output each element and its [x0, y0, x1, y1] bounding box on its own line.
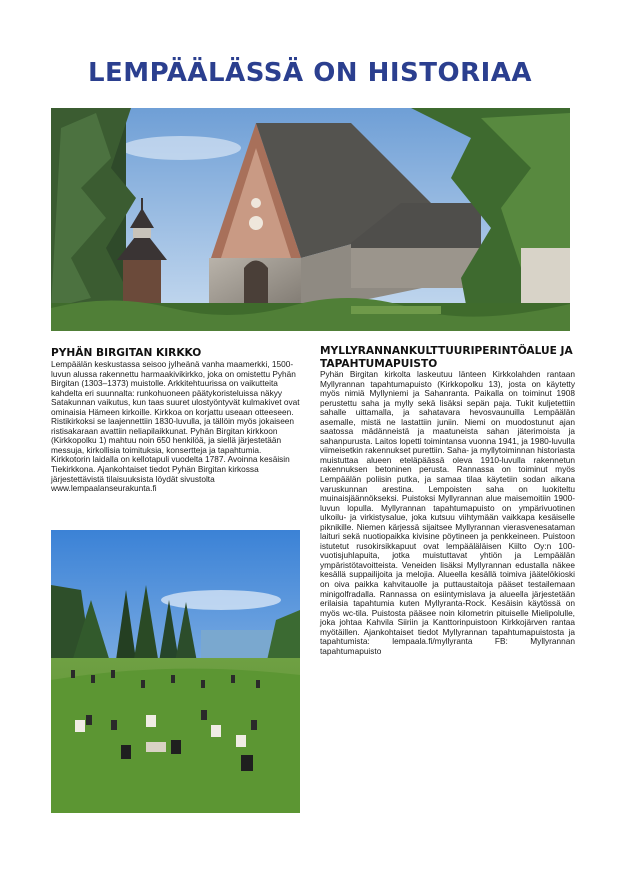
right-article-body: Pyhän Birgitan kirkolta laskeutuu länteen Kirkkolahden rantaan Myllyrannan tapahtumapuisto (Kirkkopolku 13), josta on käytetty myös nimiä Myllyniemi ja Sahanranta. Paikalla on toiminut 1908 perustettu saha ja mylly sekä lisäksi sepän paja. Tukit kuljetettiin sahalle uittamalla, ja sahatavara hevosvaunuilla Lempäälän asemalle, mistä ne lastattiin juniin. Niemi on muodostunut ajan saatossa mädänneistä ja maatuneista sahan jäterimoista ja sahanpurusta. Laitos lopetti toimintansa vuonna 1941, ja 1980-luvulla viimeisetkin rakennukset purettiin. Saha- ja myllytoiminnan historiasta muistuttaa alueen eteläpäässä oleva 1910-luvulla rakennetun rakennuksen betoninen perusta. Rannassa on toiminut myös Lempäälän poliisin putka, ja samaa tilaa käytetiin sodan aikana varuskunnan arestina. Lempoisten saha on luokiteltu muinaisjäännökseksi. Puistoksi Myllyrannan alue maisemoitiin 1900-luvun lopulla. Myllyrannan tapahtumapuisto on ympärivuotinen ulkoilu- ja virkistysalue, joka kutsuu viihtymään vaikkapa kesäiselle piknikille. Niemen kärjessä sijaitsee Myllyrannan vierasvenesataman laituri sekä nuotiopaikka kivisine pöytineen ja penkkeineen. Puistoon istutetut rusokirsikkapuut ovat lempääläläisen Kiilto Oy:n 100- vuotisjuhlapuita, jotka muistuttavat yhtiön ja Lempäälän ympäristötavoitteista. Veneiden lisäksi Myllyrannan edustalla näkee kesällä suppailijoita ja melojia. Alueella kesällä toimiva jäätelökioski on oiva paikka kahvitauolle ja puttaustaitoja pääset testailemaan minigolfradalla. Rannassa on esiintymislava ja alueella järjestetään erilaisia tapahtumia kuten Myllyranta-Rock. Kesäisin käytössä on myös wc-tila. Puistosta pääsee noin kilometrin pituiselle Mielipolulle, joka johtaa Kahvila Siiriin ja Kanttorinpuistoon Kirkkojärven rantaa myötäillen. Ajankohtaiset tiedot Myllyrannan tapahtumapuistosta ja tapahtumista: lempaala.fi/myllyranta FB: Myllyrannan tapahtumapuisto	[320, 369, 576, 656]
right-article-heading: MYLLYRANNANKULTTUURIPERINTÖALUE JA TAPAHTUMAPUISTO	[320, 345, 573, 370]
page-title: LEMPÄÄLÄSSÄ ON HISTORIAA	[87, 58, 533, 88]
park-photo	[51, 530, 300, 813]
church-illustration	[51, 108, 570, 331]
left-article-body: Lempäälän keskustassa seisoo jylheänä vanha maamerkki, 1500-luvun alussa rakennettu harmaakivikirkko, joka on omistettu Pyhän Birgitan (1303–1373) muistolle. Arkkitehtuurissa on vaikutteita kahdelta eri suunnalta: runkohuoneen päätykoristeluissa näkyy Satakunnan vaikutus, kun taas suuret ulostyöntyvät kulmakivet ovat ominaisia Hämeen kirkoille. Kirkkoa on korjattu useaan otteeseen. Ristikirkoksi se laajennettiin 1830-luvulla, ja tällöin myös jokaiseen ristisakaraan avattiin neliapilaikkunat. Pyhän Birgitan kirkkoon (Kirkkopolku 1) mahtuu noin 650 henkilöä, ja siellä järjestetään messuja, kirkollisia toimituksia, konsertteja ja tapahtumia. Kirkkotorin laidalla on kellotapuli vuodelta 1787. Avoinna kesäisin Tiekirkkona. Ajankohtaiset tiedot Pyhän Birgitan kirkossa järjestettävistä tilaisuuksista löydät sivustolta www.lempaalanseurakunta.fi	[51, 359, 300, 494]
park-illustration	[51, 530, 300, 813]
church-photo	[51, 108, 570, 331]
left-article-heading: PYHÄN BIRGITAN KIRKKO	[51, 347, 202, 359]
